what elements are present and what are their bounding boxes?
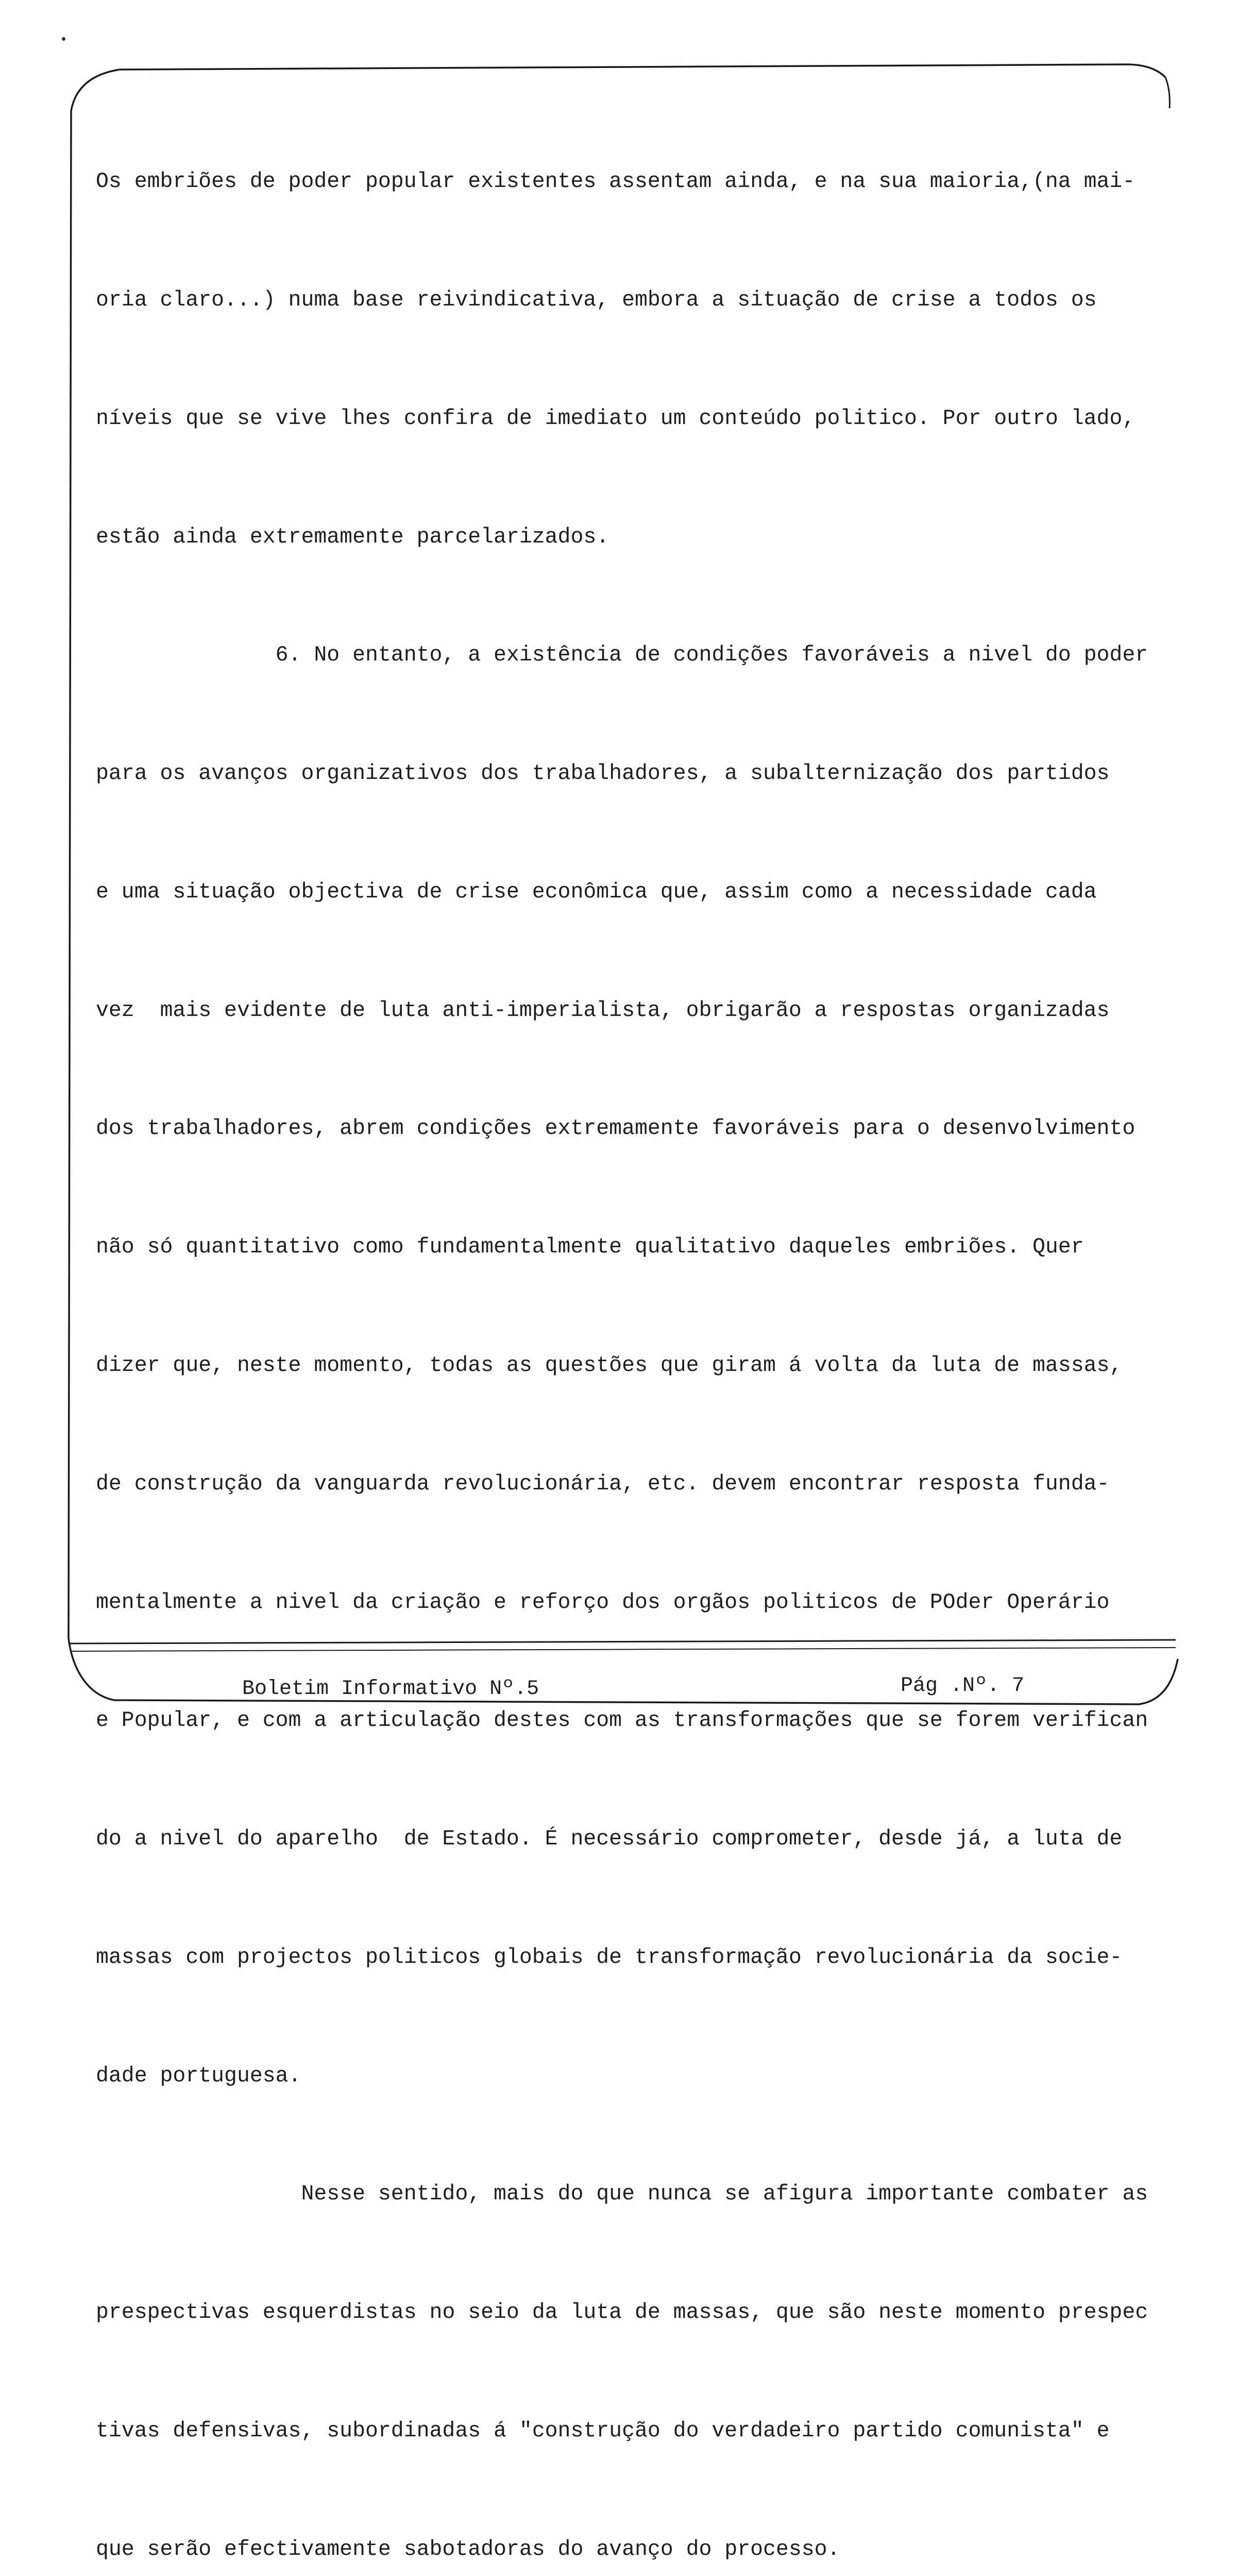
text-line: do a nivel do aparelho de Estado. É necessário comprometer, desde já, a luta de [96, 1827, 1123, 1852]
text-line: 6. No entanto, a existência de condições favoráveis a nivel do poder [96, 643, 1148, 668]
text-line: para os avanços organizativos dos trabalhadores, a subalternização dos partidos [96, 761, 1110, 786]
text-line: massas com projectos politicos globais de transformação revolucionária da socie- [96, 1945, 1123, 1970]
text-line: dizer que, neste momento, todas as questões que giram á volta da luta de massas, [96, 1353, 1123, 1378]
text-line: prespectivas esquerdistas no seio da luta de massas, que são neste momento prespec [96, 2300, 1148, 2325]
text-line: e Popular, e com a articulação destes com as transformações que se forem verifican [96, 1708, 1148, 1733]
bulletin-title: Boletim Informativo Nº.5 [242, 1677, 539, 1701]
text-line: Nesse sentido, mais do que nunca se afigura importante combater as [96, 2182, 1148, 2207]
text-line: níveis que se vive lhes confira de imediato um conteúdo politico. Por outro lado, [96, 406, 1136, 431]
text-line: vez mais evidente de luta anti-imperialista, obrigarão a respostas organizadas [96, 998, 1110, 1023]
body-text [96, 83, 1152, 2576]
text-line: tivas defensivas, subordinadas á "construção do verdadeiro partido comunista" e [96, 2419, 1110, 2444]
stray-mark [62, 37, 65, 41]
text-line: de construção da vanguarda revolucionária, etc. devem encontrar resposta funda- [96, 1471, 1110, 1496]
text-line: estão ainda extremamente parcelarizados. [96, 524, 609, 549]
text-line: que serão efectivamente sabotadoras do avanço do processo. [96, 2537, 840, 2562]
text-line: oria claro...) numa base reivindicativa, embora a situação de crise a todos os [96, 287, 1097, 312]
text-line: e uma situação objectiva de crise econômica que, assim como a necessidade cada [96, 879, 1097, 904]
text-line: dos trabalhadores, abrem condições extremamente favoráveis para o desenvolvimento [96, 1116, 1136, 1141]
text-line: não só quantitativo como fundamentalmente qualitativo daqueles embriões. Quer [96, 1235, 1084, 1260]
text-line: Os embriões de poder popular existentes assentam ainda, e na sua maioria,(na mai- [96, 170, 1136, 194]
page-number: Pág .Nº. 7 [901, 1674, 1025, 1698]
text-line: mentalmente a nivel da criação e reforço dos orgãos politicos de POder Operário [96, 1590, 1110, 1615]
text-line: dade portuguesa. [96, 2063, 301, 2088]
